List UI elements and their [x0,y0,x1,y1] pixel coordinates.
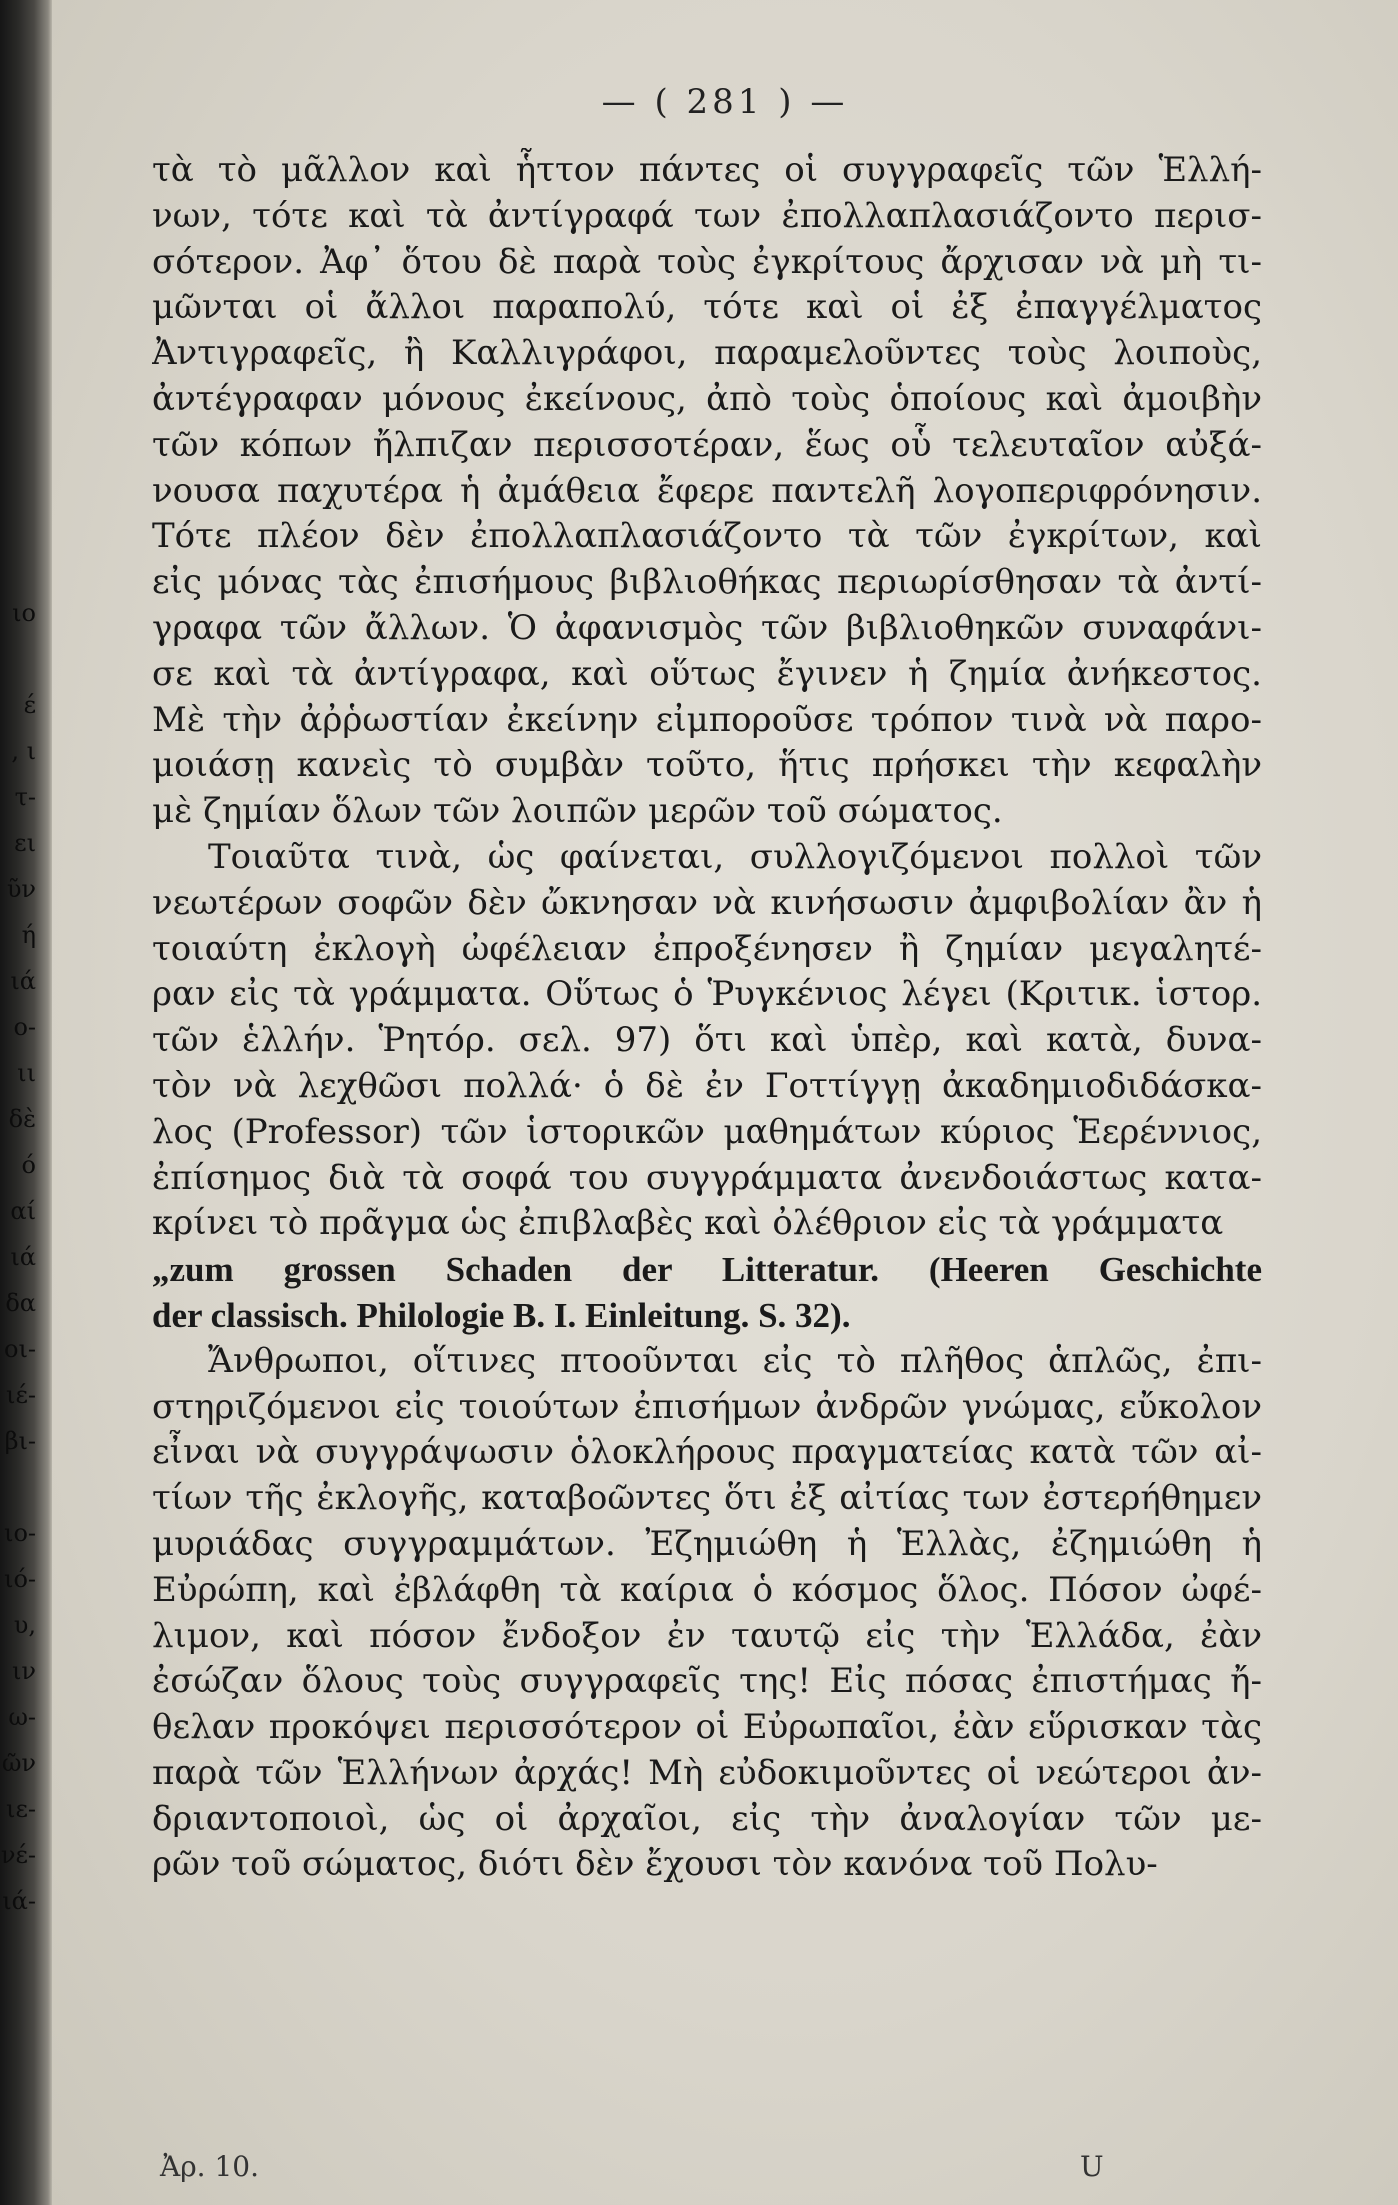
edge-fragment [0,636,36,682]
text-line: Μὲ τὴν ἀῤῥωστίαν ἐκείνην εἰμποροῦσε τρόπον τινὰ νὰ παρο- [152,699,1262,740]
book-page [52,0,1398,2205]
text-line: μυριάδας συγγραμμάτων. Ἐζημιώθη ἡ Ἑλλὰς, ἐζημιώθη ἡ [152,1523,1262,1564]
edge-fragment: αί [10,1197,36,1225]
paragraph-1 [152,148,1262,835]
text-line: μὲ ζημίαν ὅλων τῶν λοιπῶν μερῶν τοῦ σώματος. [152,791,1003,832]
text-line: κρίνει τὸ πρᾶγμα ὡς ἐπιβλαβὲς καὶ ὀλέθριον εἰς τὰ γράμματα [152,1203,1224,1244]
edge-fragment: ιο- [4,1519,36,1547]
edge-fragment: έ [23,691,36,719]
page-number-header: — ( 281 ) — [601,82,849,122]
gathering-mark: U [1080,2150,1104,2183]
text-line: Τοιαῦτα τινὰ, ὡς φαίνεται, συλλογιζόμενοι πολλοὶ τῶν [208,836,1262,877]
text-line: εἶναι νὰ συγγράψωσιν ὁλοκλήρους πραγματείας κατὰ τῶν αἰ- [152,1432,1262,1473]
edge-fragment [0,1464,36,1510]
signature-mark: Ἀρ. 10. [160,2150,260,2183]
text-line: τίων τῆς ἐκλογῆς, καταβοῶντες ὅτι ἐξ αἰτίας των ἐστερήθημεν [152,1478,1262,1519]
edge-fragment: ό [21,1151,36,1179]
edge-fragment: τ- [14,783,36,811]
text-line: Εὐρώπη, καὶ ἐβλάφθη τὰ καίρια ὁ κόσμος ὅλος. Πόσον ὠφέ- [152,1569,1262,1610]
edge-fragment: δὲ [8,1105,36,1133]
edge-fragment: ιέ- [6,1381,36,1409]
edge-fragment: ο- [13,1013,36,1041]
text-line: τὰ τὸ μᾶλλον καὶ ἧττον πάντες οἱ συγγραφεῖς τῶν Ἑλλή- [152,150,1262,190]
text-line: τοιαύτη ἐκλογὴ ὠφέλειαν ἐπροξένησεν ἢ ζημίαν μεγαλητέ- [152,928,1262,969]
text-line: Ἄνθρωποι, οἵτινες πτοοῦνται εἰς τὸ πλῆθος ἁπλῶς, ἐπι- [208,1340,1262,1381]
german-quotation [152,1247,1262,1339]
text-line: Τότε πλέον δὲν ἐπολλαπλασιάζοντο τὰ τῶν ἐγκρίτων, καὶ [152,516,1262,557]
text-line: der classisch. Philologie B. I. Einleitung. S. 32). [152,1295,851,1335]
text-line: λιμον, καὶ πόσον ἔνδοξον ἐν ταυτῷ εἰς τὴν Ἑλλάδα, ἐὰν [152,1615,1262,1656]
edge-fragment: ῦν [6,875,36,903]
text-line: τὸν νὰ λεχθῶσι πολλά· ὁ δὲ ἐν Γοττίγγῃ ἀκαδημιοδιδάσκα- [152,1065,1262,1106]
edge-fragment: ιο [12,599,36,627]
page-body [152,148,1262,1888]
text-line: τῶν κόπων ἤλπιζαν περισσοτέραν, ἕως οὗ τελευταῖον αὐξά- [152,424,1262,465]
edge-fragment: ιά [10,1243,36,1271]
text-line: μῶνται οἱ ἄλλοι παραπολύ, τότε καὶ οἱ ἐξ ἐπαγγέλματος [152,287,1262,328]
text-line: δριαντοποιοὶ, ὡς οἱ ἀρχαῖοι, εἰς τὴν ἀναλογίαν τῶν με- [152,1798,1262,1839]
adjacent-page-edge-text [0,590,36,1924]
paragraph-2 [152,835,1262,1247]
text-line: ρῶν τοῦ σώματος, διότι δὲν ἔχουσι τὸν κανόνα τοῦ Πολυ- [152,1844,1158,1885]
edge-fragment: ιά [10,967,36,995]
text-line: θελαν προκόψει περισσότερον οἱ Εὐρωπαῖοι, ἐὰν εὕρισκαν τὰς [152,1707,1262,1748]
edge-fragment: βι- [4,1427,36,1455]
text-line: νουσα παχυτέρα ἡ ἀμάθεια ἔφερε παντελῆ λογοπεριφρόνησιν. [152,470,1262,511]
edge-fragment: ω- [8,1703,36,1731]
page-footer [160,2150,1160,2183]
edge-fragment: ει [14,829,36,857]
edge-fragment: ῶν [1,1749,36,1777]
text-line: παρὰ τῶν Ἑλλήνων ἀρχάς! Μὴ εὐδοκιμοῦντες οἱ νεώτεροι ἀν- [152,1752,1262,1793]
edge-fragment: υ, [13,1611,36,1639]
edge-fragment: ιν [12,1657,36,1685]
text-line: λος (Professor) τῶν ἱστορικῶν μαθημάτων κύριος Ἑερέννιος, [152,1111,1262,1152]
text-line: εἰς μόνας τὰς ἐπισήμους βιβλιοθήκας περιωρίσθησαν τὰ ἀντί- [152,562,1262,603]
text-line: νων, τότε καὶ τὰ ἀντίγραφά των ἐπολλαπλασιάζοντο περισ- [152,195,1262,236]
edge-fragment: οι- [4,1335,36,1363]
text-line: νεωτέρων σοφῶν δὲν ὤκνησαν νὰ κινήσωσιν ἀμφιβολίαν ἂν ἡ [152,882,1262,923]
paragraph-3 [152,1339,1262,1889]
text-line: μοιάσῃ κανεὶς τὸ συμβὰν τοῦτο, ἥτις πρήσκει τὴν κεφαλὴν [152,745,1262,786]
binding-gutter [0,0,52,2205]
text-line: στηριζόμενοι εἰς τοιούτων ἐπισήμων ἀνδρῶν γνώμας, εὔκολον [152,1386,1262,1427]
text-line: ραν εἰς τὰ γράμματα. Οὕτως ὁ Ῥυγκένιος λέγει (Κριτικ. ἱστορ. [152,974,1262,1015]
edge-fragment: , ι [11,737,36,765]
text-line: ἀντέγραφαν μόνους ἐκείνους, ἀπὸ τοὺς ὁποίους καὶ ἀμοιβὴν [152,378,1262,419]
edge-fragment: ιε- [6,1795,36,1823]
text-line: τῶν ἑλλήν. Ῥητόρ. σελ. 97) ὅτι καὶ ὑπὲρ, καὶ κατὰ, δυνα- [152,1020,1262,1061]
text-line: „zum grossen Schaden der Litteratur. (Heeren Geschichte [152,1250,1262,1290]
edge-fragment: δα [5,1289,36,1317]
text-line: σε καὶ τὰ ἀντίγραφα, καὶ οὕτως ἔγινεν ἡ ζημία ἀνήκεστος. [152,653,1262,694]
edge-fragment: ιό- [4,1565,36,1593]
text-line: σότερον. Ἀφ᾽ ὅτου δὲ παρὰ τοὺς ἐγκρίτους ἄρχισαν νὰ μὴ τι- [152,241,1262,282]
edge-fragment: ιι [17,1059,36,1087]
text-line: Ἀντιγραφεῖς, ἢ Καλλιγράφοι, παραμελοῦντες τοὺς λοιποὺς, [152,333,1262,374]
text-line: ἐπίσημος διὰ τὰ σοφά του συγγράμματα ἀνενδοιάστως κατα- [152,1157,1262,1198]
text-line: γραφα τῶν ἄλλων. Ὁ ἀφανισμὸς τῶν βιβλιοθηκῶν συναφάνι- [152,607,1262,648]
edge-fragment: ή [21,921,36,949]
text-line: ἐσώζαν ὅλους τοὺς συγγραφεῖς της! Εἰς πόσας ἐπιστήμας ἤ- [152,1661,1262,1702]
edge-fragment: νέ- [0,1841,36,1869]
edge-fragment: ιά- [2,1887,36,1915]
